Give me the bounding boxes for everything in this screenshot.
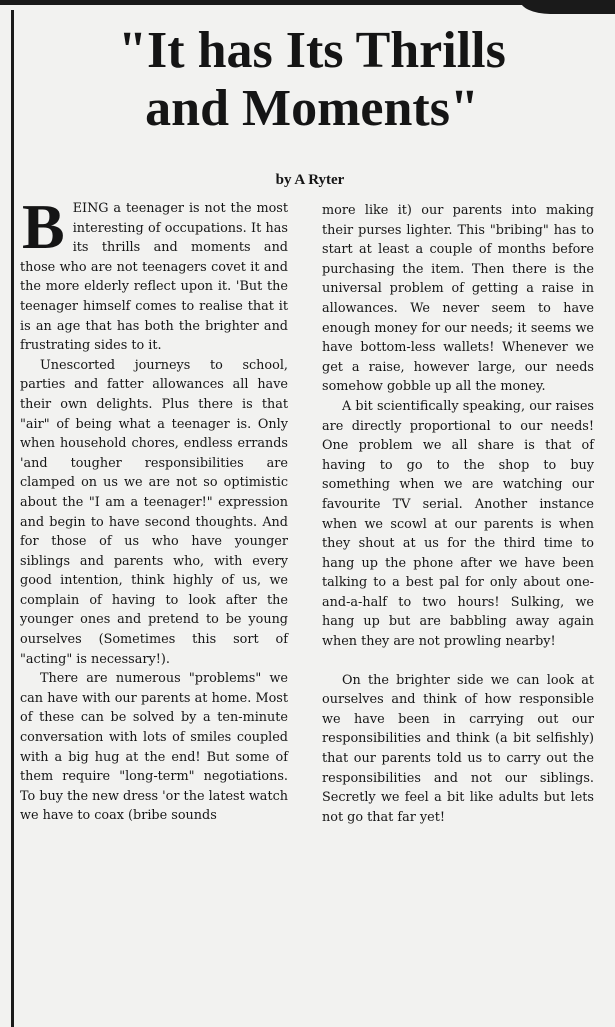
top-ink-blot [520, 0, 615, 14]
left-column [20, 191, 288, 826]
headline-line-1: "It has Its Thrills [118, 22, 506, 79]
paragraph-1-text: EING a teenager is not the most interesting of occupations. It has its thrills and moments and those who are not teenagers covet it and the more elderly reflect upon it. 'But the teenager himself comes to realise that it is an age that has both the brighter and frustrating sides to it. [20, 201, 288, 354]
byline: by A Ryter [275, 172, 345, 188]
right-column [322, 201, 594, 827]
column-rule-left [11, 10, 14, 1027]
paragraph-1 [20, 191, 288, 356]
headline-line-2: and Moments" [145, 80, 479, 137]
article-headline [22, 22, 602, 138]
paragraph-4: more like it) our parents into making their purses lighter. This "bribing" has to start at least a couple of months before purchasing the item. Then there is the universal problem of getting a raise in allowances. We never seem to have enough money for our needs; it seems we have bottom-less wallets! Whenever we get a raise, however large, our needs somehow gobble up all the money. [322, 203, 594, 395]
paragraph-gap [322, 652, 594, 671]
paragraph-2: Unescorted journeys to school, parties and fatter allowances all have their own delights. Plus there is that "air" of being what a teenager is. Only when household chores, endless errands 'and tougher responsibilities are clamped on us we are not so optimistic about the "I am a teenager!" expression and begin to have second thoughts. And for those of us who have younger siblings and parents who, with every good intention, think highly of us, we complain of having to look after the younger ones and pretend to be young ourselves (Sometimes this sort of "acting" is necessary!). [20, 357, 288, 667]
drop-cap: B [22, 191, 65, 262]
paragraph-5: A bit scientifically speaking, our raises are directly proportional to our needs! One problem we all share is that of having to go to the shop to buy something when we are watching our favourite TV serial. Another instance when we scowl at our parents is when they shout at us for the third time to hang up the phone after we have been talking to a best pal for only about one-and-a-half to two hours! Sulking, we hang up but are babbling away again when they are not prowling nearby! [322, 398, 594, 650]
paragraph-6: On the brighter side we can look at ourselves and think of how responsible we have been in carrying out our responsibilities and think (a bit selfishly) that our parents told us to carry out the responsibilities and not our siblings. Secretly we feel a bit like adults but lets not go that far yet! [322, 672, 594, 825]
paragraph-3: There are numerous "problems" we can have with our parents at home. Most of these can be solved by a ten-minute conversation with lots of smiles coupled with a big hug at the end! But some of them require "long-term" negotiations. To buy the new dress 'or the latest watch we have to coax (bribe sounds [20, 671, 288, 824]
